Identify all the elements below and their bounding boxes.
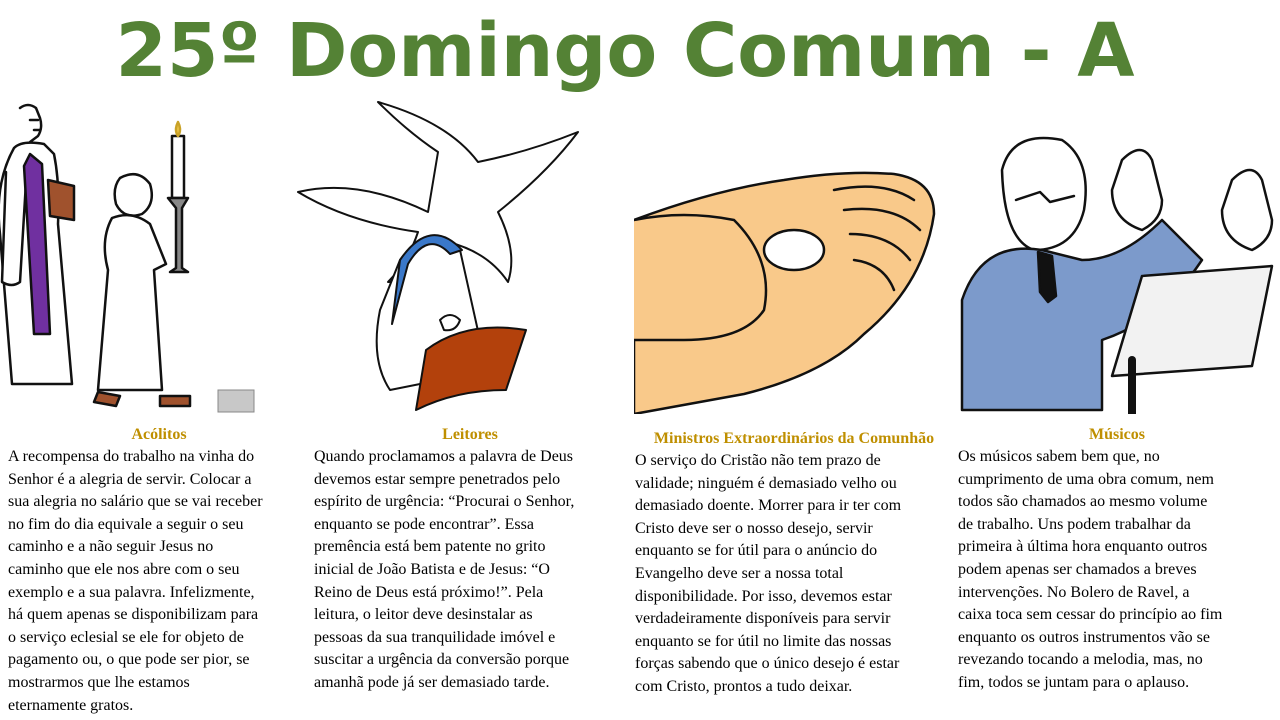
section-text: Quando proclamamos a palavra de Deus devemos estar sempre penetrados pelo espírito de urgência: “Procurai o Senhor, enquanto se pode encontrar”. Essa premência está bem patente no grito inicial de João Batista e de Jesus: “O Reino de Deus está próximo!”. Pela leitura, o leitor deve desinstalar as pessoas da sua tranquilidade imóvel e suscitar a urgência da conversão porque amanhã pode já ser demasiado tarde. bbox=[314, 448, 575, 691]
section-heading: Músicos bbox=[1089, 426, 1145, 443]
section-heading: Ministros Extraordinários da Comunhão bbox=[653, 430, 935, 447]
section-text: O serviço do Cristão não tem prazo de validade; ninguém é demasiado velho ou demasiado doente. Morrer para ir ter com Cristo deve ser o nosso desejo, servir enquanto se for útil para o anúncio do Evangelho deve ser a nossa total disponibilidade. Por isso, devemos estar verdadeiramente disponíveis para servir enquanto se for útil no limite das nossas forças sabendo que o único desejo é estar com Cristo, prontos a tudo deixar. bbox=[635, 452, 902, 695]
hands-with-host-illustration bbox=[634, 100, 946, 414]
reader-with-dove-illustration bbox=[290, 100, 590, 414]
section-leitores bbox=[314, 424, 626, 695]
acolyte-with-candle-illustration bbox=[0, 100, 255, 414]
section-acolitos bbox=[8, 424, 310, 717]
section-heading: Acólitos bbox=[131, 426, 187, 443]
section-heading: Leitores bbox=[442, 426, 498, 443]
section-text: A recompensa do trabalho na vinha do Senhor é a alegria de servir. Colocar a sua alegria no salário que se vai receber no fim do dia equivale a seguir o seu caminho e a não seguir Jesus no caminho que ele nos abre com o seu exemplo e a sua palavra. Infelizmente, há quem apenas se disponibilizam para o serviço eclesial se ele for objeto de pagamento ou, o que pode ser pior, se mostrarmos que lhe estamos eternamente gratos. bbox=[8, 448, 263, 714]
section-ministros bbox=[635, 428, 953, 699]
section-text: Os músicos sabem bem que, no cumprimento de uma obra comum, nem todos são chamados ao mesmo volume de trabalho. Uns podem trabalhar da primeira à última hora enquanto outros podem apenas ser chamados a breves intervenções. No Bolero de Ravel, a caixa toca sem cessar do princípio ao fim enquanto os outros instrumentos vão se revezando tocando a melodia, mas, no fim, todos se juntam para o aplauso. bbox=[958, 448, 1223, 691]
conductor-illustration bbox=[952, 100, 1280, 414]
section-musicos bbox=[958, 424, 1276, 695]
page-title: 25º Domingo Comum - A bbox=[115, 8, 1135, 94]
